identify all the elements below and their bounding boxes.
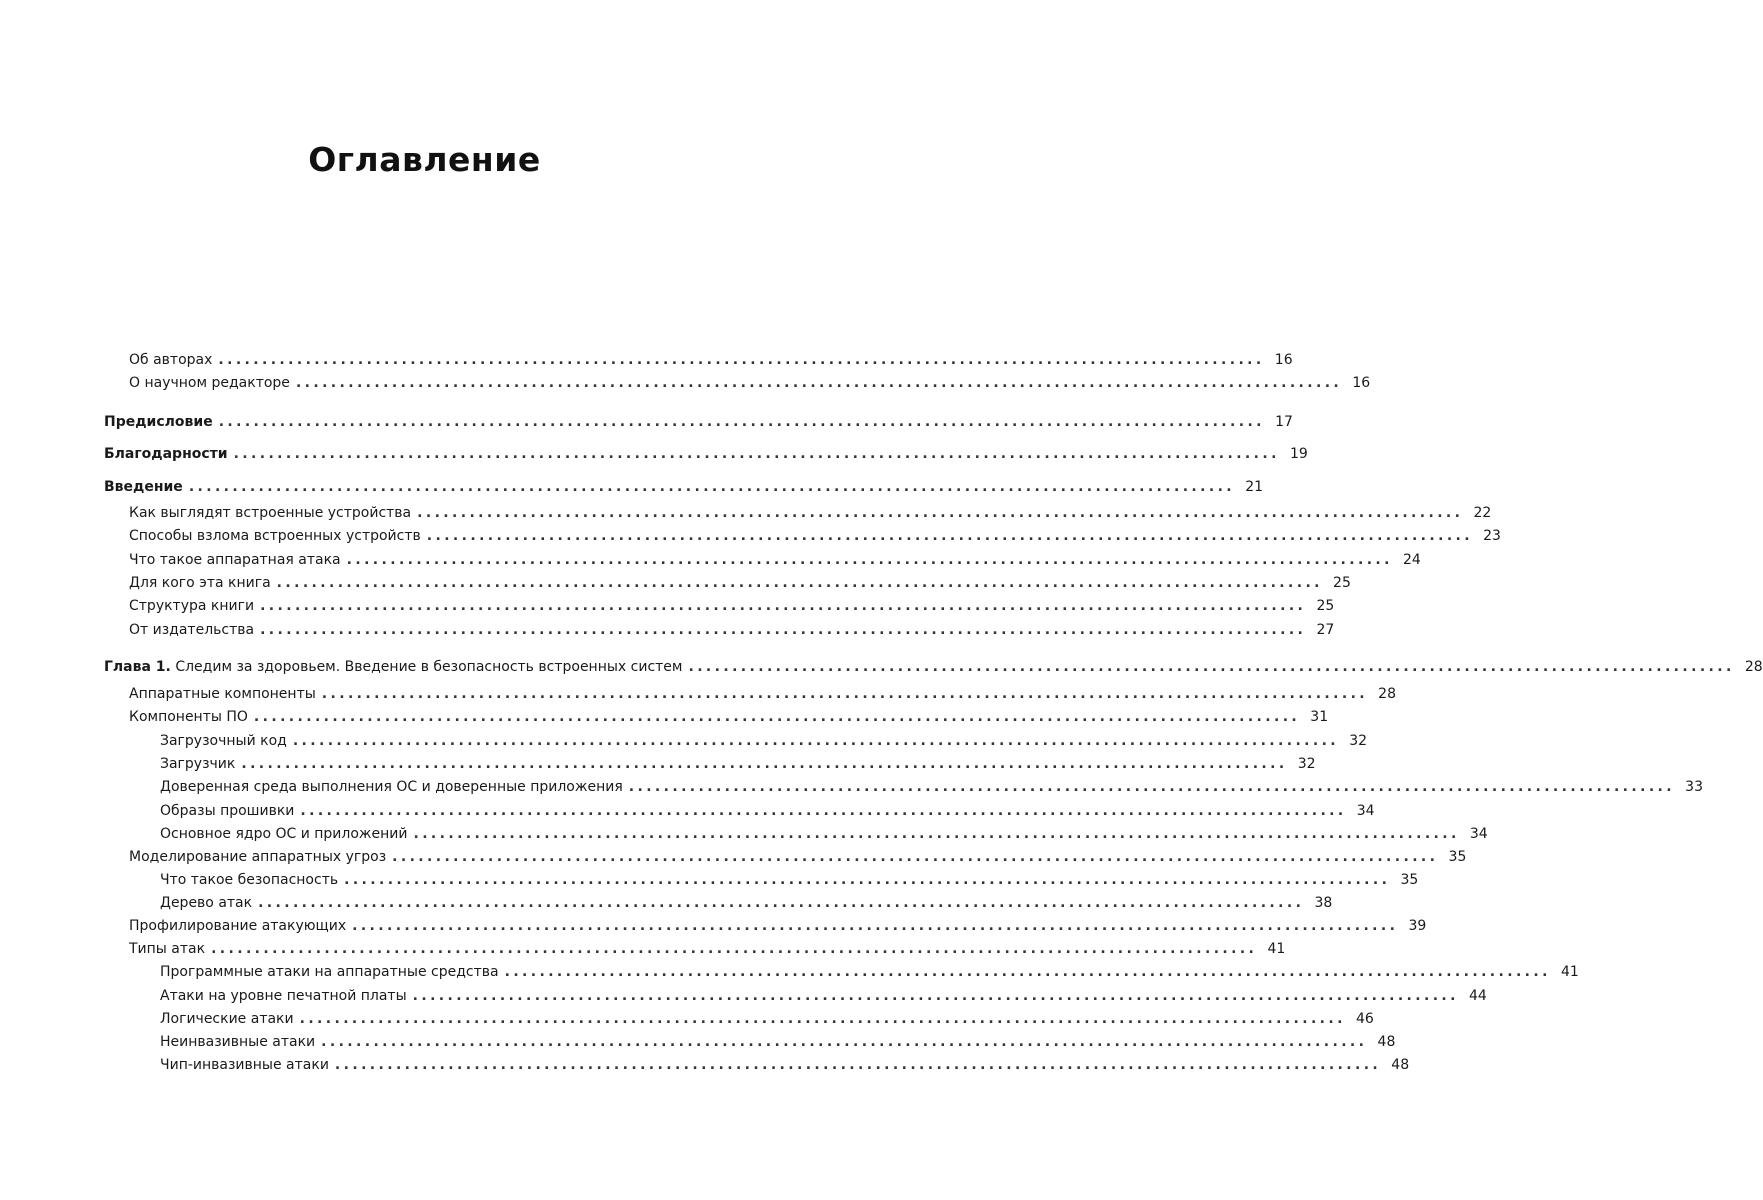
dot-leader: ........................................................................................................................ bbox=[233, 446, 1280, 462]
dot-leader: ........................................................................................................................ bbox=[412, 988, 1459, 1004]
dot-leader: ........................................................................................................................ bbox=[218, 352, 1265, 368]
toc-entry-label: Программные атаки на аппаратные средства bbox=[160, 964, 499, 980]
toc-entry-page: 28 bbox=[1378, 686, 1396, 702]
toc-entry-label: Чип-инвазивные атаки bbox=[160, 1057, 329, 1073]
toc-entry[interactable] bbox=[129, 846, 1467, 868]
toc-entry[interactable] bbox=[160, 892, 1333, 914]
toc-entry-label: Об авторах bbox=[129, 352, 213, 368]
toc-entry-page: 32 bbox=[1349, 733, 1368, 749]
dot-leader: ........................................................................................................................ bbox=[276, 575, 1323, 591]
toc-entry-page: 25 bbox=[1333, 575, 1351, 591]
toc-entry[interactable] bbox=[160, 730, 1368, 752]
toc-entry-page: 33 bbox=[1685, 779, 1703, 795]
dot-leader: ........................................................................................................................ bbox=[241, 756, 1288, 772]
toc-entry-page: 32 bbox=[1297, 756, 1316, 772]
dot-leader: ........................................................................................................................ bbox=[218, 414, 1265, 430]
dot-leader: ........................................................................................................................ bbox=[321, 686, 1368, 702]
toc-entry-label: Моделирование аппаратных угроз bbox=[129, 849, 387, 865]
toc-entry-page: 21 bbox=[1245, 479, 1264, 495]
toc-entry[interactable] bbox=[160, 776, 1703, 798]
toc-entry-label: Для кого эта книга bbox=[129, 575, 271, 591]
dot-leader: ........................................................................................................................ bbox=[260, 622, 1307, 638]
dot-leader: ........................................................................................................................ bbox=[392, 849, 1439, 865]
toc-entry-label: Типы атак bbox=[129, 941, 206, 957]
chapter-number: Глава 1. bbox=[104, 659, 171, 675]
toc-entry-label: Благодарности bbox=[104, 446, 228, 462]
toc-entry[interactable] bbox=[129, 938, 1286, 960]
dot-leader: ........................................................................................................................ bbox=[292, 733, 1340, 749]
toc-entry[interactable] bbox=[129, 372, 1371, 394]
dot-leader: ........................................................................................................................ bbox=[295, 375, 1343, 391]
toc-entry-label: Логические атаки bbox=[160, 1011, 294, 1027]
dot-leader: ........................................................................................................................ bbox=[417, 505, 1464, 521]
toc-entry-page: 41 bbox=[1267, 941, 1286, 957]
toc-entry[interactable] bbox=[129, 502, 1492, 524]
dot-leader: ........................................................................................................................ bbox=[346, 552, 1393, 568]
dot-leader: ........................................................................................................................ bbox=[334, 1057, 1382, 1073]
page-title: Оглавление bbox=[308, 140, 541, 179]
toc-entry-label: От издательства bbox=[129, 622, 255, 638]
toc-entry[interactable] bbox=[160, 1054, 1410, 1076]
toc-entry-page: 23 bbox=[1483, 528, 1501, 544]
dot-leader: ........................................................................................................................ bbox=[260, 598, 1307, 614]
toc-entry-section[interactable] bbox=[104, 476, 1264, 498]
toc-entry[interactable] bbox=[129, 549, 1421, 571]
toc-entry-label: Аппаратные компоненты bbox=[129, 686, 316, 702]
toc-entry-page: 34 bbox=[1356, 803, 1375, 819]
toc-entry[interactable] bbox=[129, 349, 1293, 371]
toc-entry-page: 31 bbox=[1310, 709, 1329, 725]
toc-entry[interactable] bbox=[160, 1031, 1396, 1053]
toc-entry-section[interactable] bbox=[104, 411, 1293, 433]
toc-entry-label: Доверенная среда выполнения ОС и доверенные приложения bbox=[160, 779, 623, 795]
dot-leader: ........................................................................................................................ bbox=[426, 528, 1473, 544]
toc-entry-page: 35 bbox=[1448, 849, 1467, 865]
toc-entry-label: Структура книги bbox=[129, 598, 255, 614]
toc-entry[interactable] bbox=[129, 619, 1335, 641]
toc-entry-label: Загрузочный код bbox=[160, 733, 287, 749]
toc-entry-page: 39 bbox=[1408, 918, 1427, 934]
toc-entry[interactable] bbox=[129, 683, 1396, 705]
toc-entry-page: 19 bbox=[1289, 446, 1308, 462]
toc-entry-label bbox=[104, 656, 682, 678]
toc-entry-label: Способы взлома встроенных устройств bbox=[129, 528, 421, 544]
toc-entry[interactable] bbox=[129, 915, 1427, 937]
toc-entry-page: 27 bbox=[1316, 622, 1335, 638]
toc-entry-page: 44 bbox=[1469, 988, 1487, 1004]
toc-entry[interactable] bbox=[129, 572, 1351, 594]
toc-entry-label: Компоненты ПО bbox=[129, 709, 248, 725]
toc-entry[interactable] bbox=[160, 753, 1316, 775]
dot-leader: ........................................................................................................................ bbox=[413, 826, 1460, 842]
toc-entry-label: Образы прошивки bbox=[160, 803, 295, 819]
dot-leader: ........................................................................................................................ bbox=[299, 1011, 1346, 1027]
dot-leader: ........................................................................................................................ bbox=[211, 941, 1258, 957]
toc-entry-label: Загрузчик bbox=[160, 756, 236, 772]
toc-entry-label: Введение bbox=[104, 479, 183, 495]
toc-entry-page: 38 bbox=[1314, 895, 1333, 911]
toc-entry-page: 16 bbox=[1352, 375, 1371, 391]
toc-entry[interactable] bbox=[160, 985, 1487, 1007]
toc-entry[interactable] bbox=[160, 1008, 1374, 1030]
toc-entry-label: Предисловие bbox=[104, 414, 213, 430]
dot-leader: ........................................................................................................................ bbox=[188, 479, 1236, 495]
toc-entry-chapter[interactable] bbox=[104, 656, 1763, 678]
toc-entry-page: 48 bbox=[1391, 1057, 1410, 1073]
toc-entry-label: Основное ядро ОС и приложений bbox=[160, 826, 408, 842]
toc-entry-label: Неинвазивные атаки bbox=[160, 1034, 316, 1050]
toc-entry[interactable] bbox=[129, 595, 1335, 617]
toc-entry-page: 48 bbox=[1377, 1034, 1396, 1050]
chapter-title: Следим за здоровьем. Введение в безопасность встроенных систем bbox=[175, 659, 683, 675]
toc-entry-section[interactable] bbox=[104, 443, 1308, 465]
toc-entry-label: Дерево атак bbox=[160, 895, 253, 911]
toc-entry-label: Атаки на уровне печатной платы bbox=[160, 988, 407, 1004]
toc-entry-page: 16 bbox=[1274, 352, 1293, 368]
dot-leader: ........................................................................................................................ bbox=[352, 918, 1399, 934]
dot-leader: ........................................................................................................................ bbox=[344, 872, 1391, 888]
dot-leader: ........................................................................................................................ bbox=[321, 1034, 1368, 1050]
toc-entry[interactable] bbox=[129, 525, 1501, 547]
toc-entry-label: Что такое аппаратная атака bbox=[129, 552, 341, 568]
toc-entry-page: 46 bbox=[1356, 1011, 1374, 1027]
toc-entry-page: 28 bbox=[1744, 659, 1763, 675]
toc-entry-page: 22 bbox=[1473, 505, 1492, 521]
toc-entry[interactable] bbox=[160, 961, 1579, 983]
toc-entry-label: Профилирование атакующих bbox=[129, 918, 347, 934]
dot-leader: ........................................................................................................................ bbox=[688, 659, 1735, 675]
toc-entry-label: Как выглядят встроенные устройства bbox=[129, 505, 412, 521]
toc-entry-page: 34 bbox=[1469, 826, 1488, 842]
toc-entry-page: 41 bbox=[1561, 964, 1579, 980]
dot-leader: ........................................................................................................................ bbox=[628, 779, 1675, 795]
dot-leader: ........................................................................................................................ bbox=[258, 895, 1305, 911]
toc-entry-page: 35 bbox=[1400, 872, 1419, 888]
dot-leader: ........................................................................................................................ bbox=[504, 964, 1551, 980]
toc-entry-page: 25 bbox=[1316, 598, 1335, 614]
dot-leader: ........................................................................................................................ bbox=[300, 803, 1347, 819]
toc-entry[interactable] bbox=[160, 823, 1488, 845]
toc-entry[interactable] bbox=[160, 800, 1375, 822]
dot-leader: ........................................................................................................................ bbox=[253, 709, 1301, 725]
toc-entry-label: Что такое безопасность bbox=[160, 872, 339, 888]
toc-entry-label: О научном редакторе bbox=[129, 375, 290, 391]
toc-entry-page: 17 bbox=[1275, 414, 1293, 430]
toc-entry[interactable] bbox=[160, 869, 1419, 891]
toc-entry-page: 24 bbox=[1403, 552, 1421, 568]
toc-entry[interactable] bbox=[129, 706, 1329, 728]
